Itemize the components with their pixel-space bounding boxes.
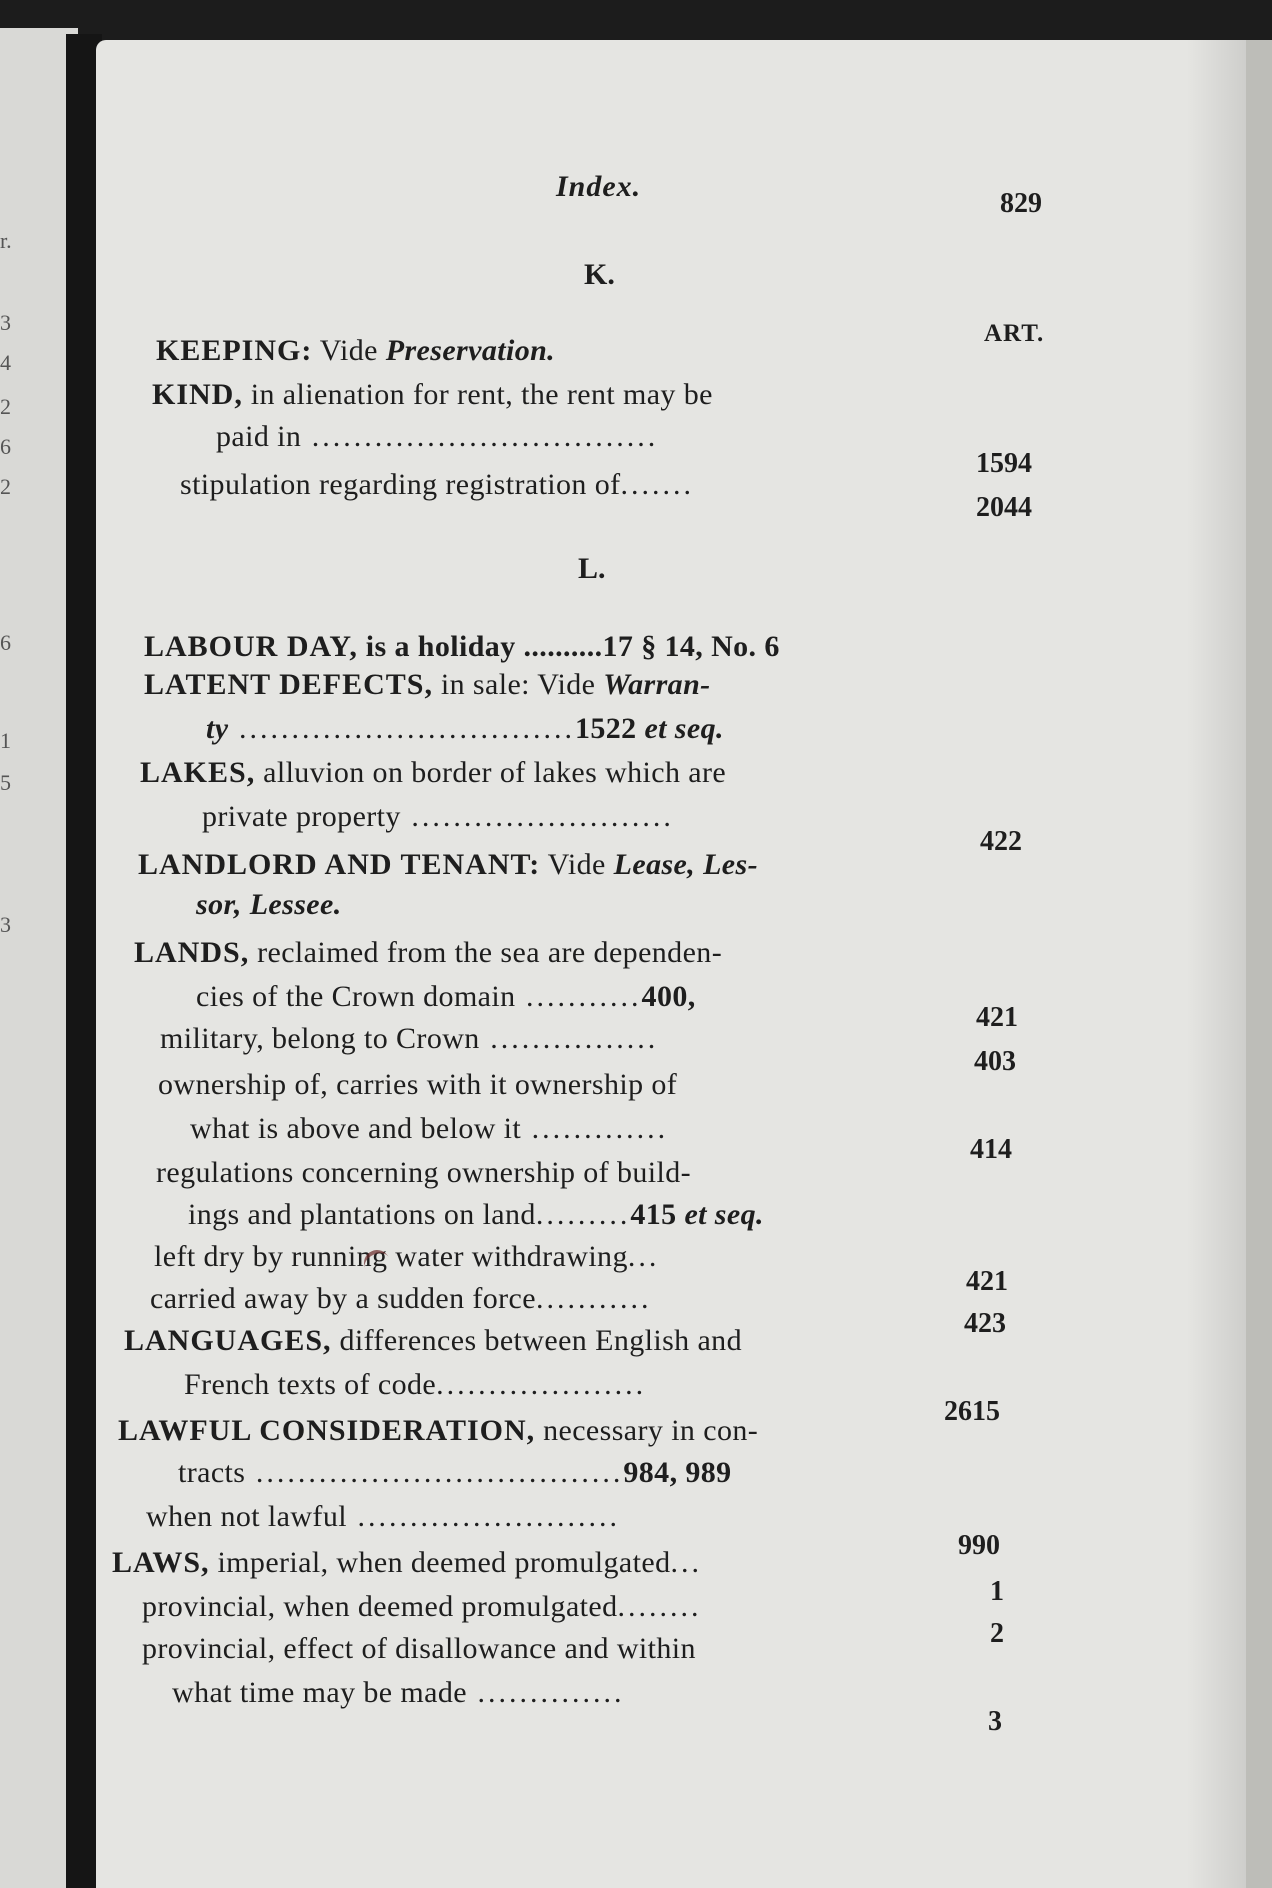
index-subentry: when not lawful .........................	[146, 1500, 620, 1533]
index-entry-languages: LANGUAGES, differences between English and	[124, 1324, 742, 1357]
index-subentry: tracts ...................................984, 989	[178, 1456, 732, 1489]
index-entry-keeping: KEEPING: Vide Preservation.	[156, 334, 556, 367]
article-reference: 2	[990, 1618, 1004, 1649]
facing-page-fragment: r.	[0, 228, 12, 253]
index-entry-lakes: LAKES, alluvion on border of lakes which are	[140, 756, 727, 789]
index-subentry: sor, Lessee.	[196, 888, 342, 921]
page-shadow	[1186, 40, 1246, 1888]
index-subentry: paid in .................................	[216, 420, 659, 453]
index-subentry: ownership of, carries with it ownership of	[158, 1068, 678, 1101]
article-reference: 2044	[976, 492, 1032, 523]
index-entry-labour-day: LABOUR DAY, is a holiday ..........17 § 14, No. 6	[144, 630, 780, 663]
index-entry-kind: KIND, in alienation for rent, the rent may be	[152, 378, 713, 411]
facing-page-fragment: 2	[0, 474, 11, 499]
article-reference: 1	[990, 1576, 1004, 1607]
index-entry-laws: LAWS, imperial, when deemed promulgated...	[112, 1546, 702, 1579]
index-subentry: ty ................................1522 et seq.	[206, 712, 724, 745]
index-entry-lawful-consideration: LAWFUL CONSIDERATION, necessary in con-	[118, 1414, 759, 1447]
index-subentry: ings and plantations on land.........415 et seq.	[188, 1198, 764, 1231]
index-subentry: stipulation regarding registration of.......	[180, 468, 695, 501]
article-reference: 3	[988, 1706, 1002, 1737]
section-heading-l: L.	[578, 552, 606, 585]
index-subentry: private property .........................	[202, 800, 674, 833]
article-reference: 421	[966, 1266, 1008, 1297]
running-head: Index.	[556, 170, 642, 203]
index-subentry: carried away by a sudden force...........	[150, 1282, 652, 1315]
article-reference: 1594	[976, 448, 1032, 479]
facing-page-fragment: 6	[0, 434, 11, 459]
index-subentry: French texts of code....................	[184, 1368, 647, 1401]
index-subentry: military, belong to Crown ................	[160, 1022, 659, 1055]
facing-page-fragment: 5	[0, 770, 11, 795]
article-reference: 2615	[944, 1396, 1000, 1427]
article-reference: 414	[970, 1134, 1012, 1165]
page-stack-edge	[1246, 40, 1272, 1888]
article-reference: 403	[974, 1046, 1016, 1077]
article-reference: 422	[980, 826, 1022, 857]
index-subentry: cies of the Crown domain ...........400,	[196, 980, 696, 1013]
page-number: 829	[1000, 188, 1042, 219]
section-heading-k: K.	[584, 258, 615, 291]
index-subentry: provincial, when deemed promulgated........	[142, 1590, 702, 1623]
facing-page-fragment: 4	[0, 350, 11, 375]
article-reference: 990	[958, 1530, 1000, 1561]
facing-page-fragment: 2	[0, 394, 11, 419]
index-entry-landlord-and-tenant: LANDLORD AND TENANT: Vide Lease, Les-	[138, 848, 758, 881]
article-column-label: ART.	[984, 320, 1045, 347]
facing-page-fragment: 1	[0, 728, 11, 753]
scan-top-border	[0, 0, 1272, 40]
index-subentry: left dry by running water withdrawing...	[154, 1240, 660, 1273]
index-subentry: regulations concerning ownership of build-	[156, 1156, 692, 1189]
facing-page-fragment: 6	[0, 630, 11, 655]
article-reference: 423	[964, 1308, 1006, 1339]
index-subentry: what is above and below it .............	[190, 1112, 669, 1145]
facing-page-fragment: 3	[0, 310, 11, 335]
article-reference: 421	[976, 1002, 1018, 1033]
index-entry-lands: LANDS, reclaimed from the sea are dependen-	[134, 936, 723, 969]
index-entry-latent-defects: LATENT DEFECTS, in sale: Vide Warran-	[144, 668, 711, 701]
index-subentry: provincial, effect of disallowance and within	[142, 1632, 696, 1665]
index-subentry: what time may be made ..............	[172, 1676, 625, 1709]
facing-page-fragment: 3	[0, 912, 11, 937]
